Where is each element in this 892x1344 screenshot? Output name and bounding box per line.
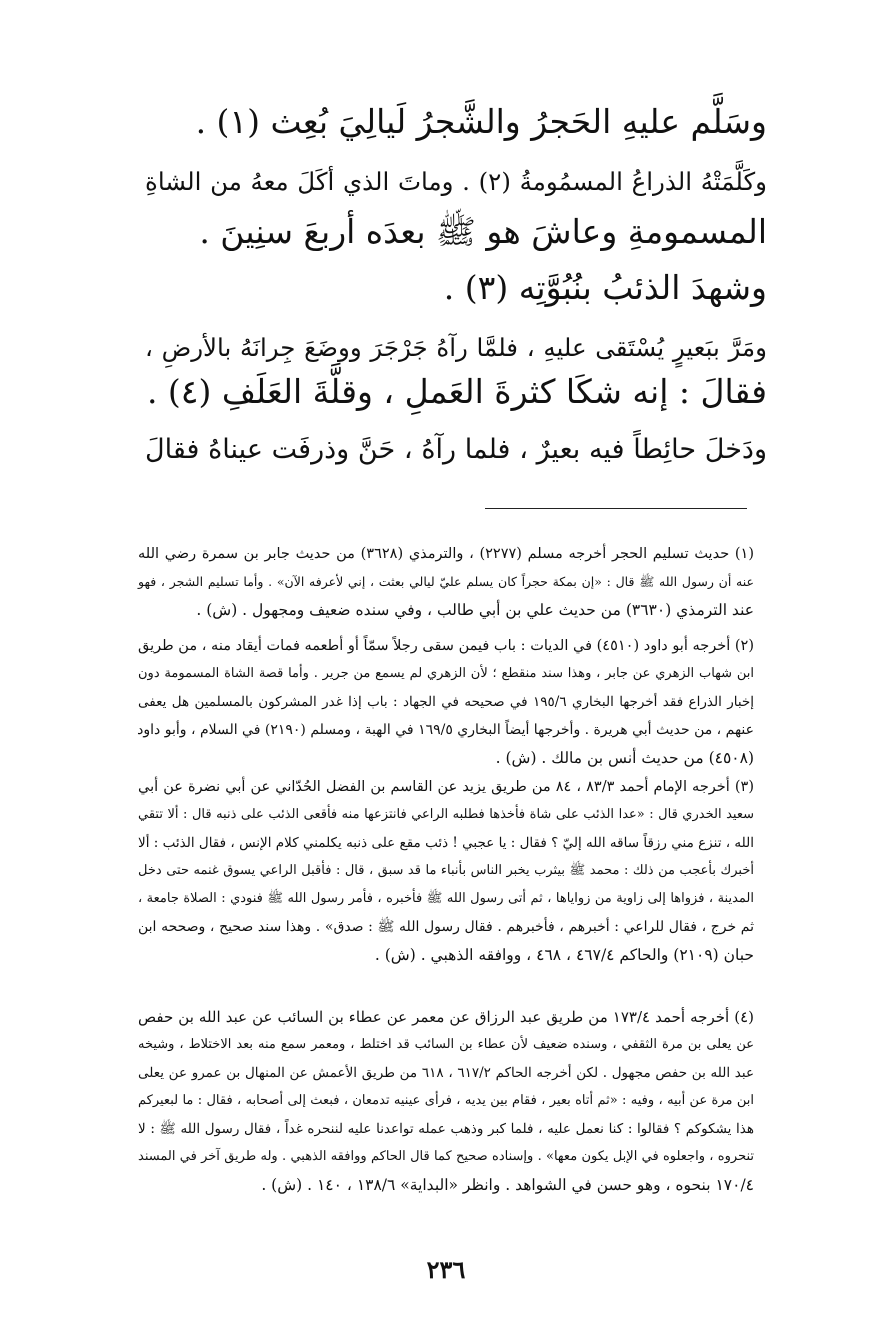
footnote-line: (٣) أخرجه الإمام أحمد ٨٣/٣ ، ٨٤ من طريق يزيد عن القاسم بن الفضل الحُدّاني عن أبي نضرة عن أبي [138,779,754,795]
main-text-line: ومَرَّ ببَعيرٍ يُسْتَقى عليهِ ، فلمَّا رآهُ جَرْجَرَ ووضَعَ جِرانَهُ بالأرضِ ، [145,333,767,362]
footnote-line: هذا يشكوكم ؟ فقالوا : كنا نعمل عليه ، فلما كبر وذهب عمله تواعدنا عليه لننحره غداً ، فقال رسول الله ﷺ : لا [138,1121,754,1137]
footnote-line: عن يعلى بن مرة الثقفي ، وسنده ضعيف لأن عطاء بن السائب قد اختلط ، ومعمر سمع منه بعد الاختلاط ، وشيخه [138,1037,754,1052]
main-text-line: فقالَ : إنه شكَا كثرةَ العَملِ ، وقلَّةَ العَلَفِ (٤) . [146,372,767,411]
page-number: ٢٣٦ [426,1255,466,1284]
footnote-line: سعيد الخدري قال : «عدا الذئب على شاة فأخذها فطلبه الراعي فانتزعها منه فأقعى الذئب على ذنبه قال : ألا تتقي [138,807,754,822]
footnote-line: المدينة ، فزواها إلى زاوية من زواياها ، ثم أتى رسول الله ﷺ فأخبره ، فأمر رسول الله ﷺ فنودي : الصلاة جامعة ، [138,891,754,906]
main-text-line: المسمومةِ وعاشَ هو ﷺ بعدَه أربعَ سنِينَ . [199,212,767,251]
footnote-line: أخبرك بأعجب من ذلك : محمد ﷺ بيثرب يخبر الناس بأنباء ما قد سبق ، قال : فأقبل الراعي يسوق غنمه حتى دخل [138,863,754,878]
footnote-line: ١٧٠/٤ بنحوه ، وهو حسن في الشواهد . وانظر «البداية» ١٣٨/٦ ، ١٤٠ . (ش) . [261,1176,754,1194]
footnote-line: ابن شهاب الزهري عن جابر ، وهذا سند منقطع ؛ لأن الزهري لم يسمع من جرير . وأما قصة الشاة المسمومة دون [138,666,754,681]
main-text-line: وكَلَّمَتْهُ الذراعُ المسمُومةُ (٢) . وماتَ الذي أكَلَ معهُ من الشاةِ [145,167,767,196]
footnote-line: ابن مرة عن أبيه ، وفيه : «ثم أتاه بعير ، فقام بين يديه ، فرأى عينيه تدمعان ، فبعث إلى أصحابه ، فقال : ما لبعيركم [138,1093,754,1108]
footnote-line: الله ، تنزع مني رزقاً ساقه الله إليّ ؟ فقال : يا عجبي ! ذئب مقع على ذنبه يكلمني كلام الإنس ، فقال الذئب : ألا [138,835,754,851]
main-text-line: ودَخلَ حائِطاً فيه بعيرٌ ، فلما رآهُ ، حَنَّ وذرفَت عيناهُ فقالَ [145,434,767,465]
footnote-line: (١) حديث تسليم الحجر أخرجه مسلم (٢٢٧٧) ، والترمذي (٣٦٢٨) من حديث جابر بن سمرة رضي الله [138,546,754,562]
footnote-separator [485,508,747,509]
footnote-line: عند الترمذي (٣٦٣٠) من حديث علي بن أبي طالب ، وفي سنده ضعيف ومجهول . (ش) . [196,601,754,619]
main-text-line: وسَلَّم عليهِ الحَجرُ والشَّجرُ لَيالِيَ بُعِث (١) . [195,102,767,141]
footnote-line: (٤) أخرجه أحمد ١٧٣/٤ من طريق عبد الرزاق عن معمر عن عطاء بن السائب عن عبد الله بن حفص [138,1008,754,1026]
footnote-line: (٢) أخرجه أبو داود (٤٥١٠) في الديات : باب فيمن سقى رجلاً سمّاً أو أطعمه فمات أيقاد منه ، من طريق [138,638,754,654]
footnote-line: عبد الله بن حفص مجهول . لكن أخرجه الحاكم ٦١٧/٢ ، ٦١٨ من طريق الأعمش عن المنهال بن عمرو عن يعلى [138,1065,754,1081]
footnote-line: عنه أن رسول الله ﷺ قال : «إن بمكة حجراً كان يسلم عليّ ليالي بعثت ، إني لأعرفه الآن» . وأما تسليم الشجر ، فهو [138,574,754,589]
footnote-line: إخبار الذراع فقد أخرجها البخاري ١٩٥/٦ في صحيحه في الجهاد : باب إذا غدر المشركون بالمسلمين هل يعفى [138,694,755,710]
footnote-line: حبان (٢١٠٩) والحاكم ٤٦٧/٤ ، ٤٦٨ ، ووافقه الذهبي . (ش) . [374,946,754,964]
main-text-line: وشهدَ الذئبُ بنُبُوَّتِه (٣) . [443,268,767,307]
footnote-line: عنهم ، من حديث أبي هريرة . وأخرجها أيضاً البخاري ١٦٩/٥ في الهبة ، ومسلم (٢١٩٠) في السلام ، وأبو داود [137,722,754,738]
footnote-line: ثم خرج ، فقال للراعي : أخبرهم ، فأخبرهم . فقال رسول الله ﷺ : صدق» . وهذا سند صحيح ، وصححه ابن [138,919,754,935]
footnote-line: (٤٥٠٨) من حديث أنس بن مالك . (ش) . [495,749,754,767]
footnote-line: تنحروه ، واجعلوه في الإبل يكون معها» . وإسناده صحيح كما قال الحاكم ووافقه الذهبي . وله طريق آخر في المسند [138,1149,754,1164]
